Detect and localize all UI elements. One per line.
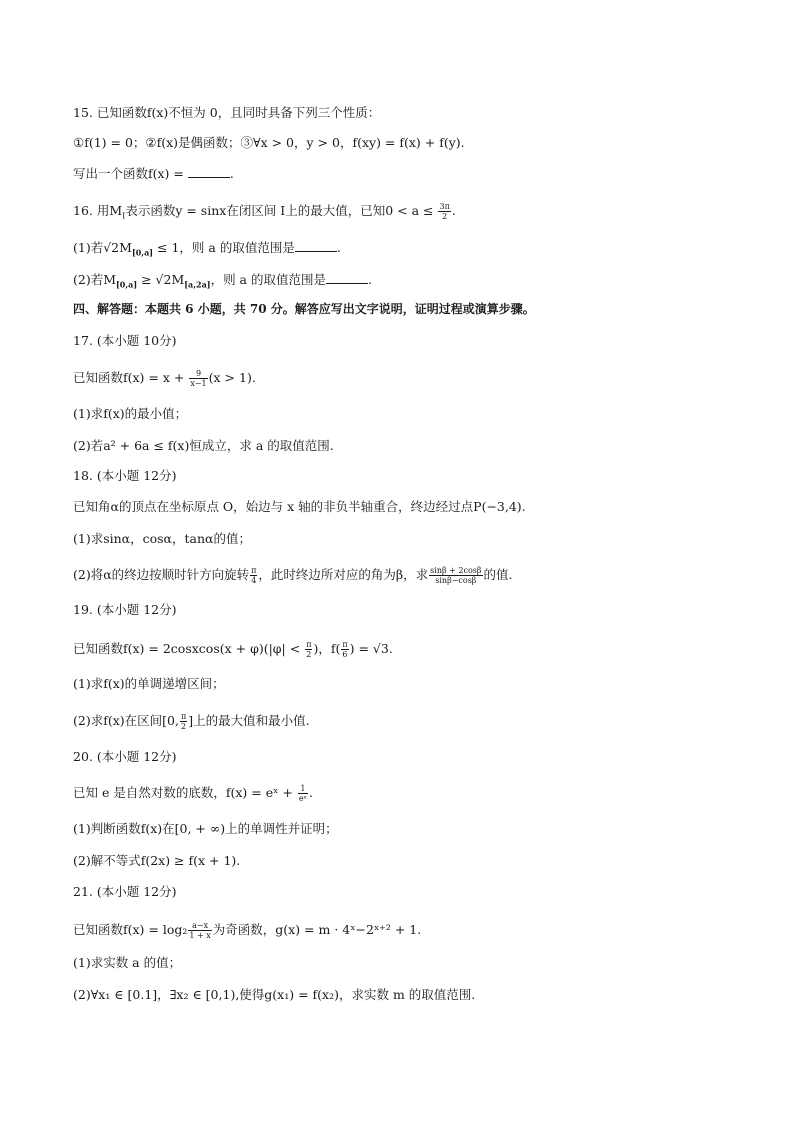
fraction: $\frac{9}{x-1}$	[190, 369, 207, 388]
q19-stem: 已知函数f(x) = 2cosxcos(x + φ)(|φ| < $\frac{\pi}{2}$ )，f( $\frac{\pi}{6}$ ) = √3.	[73, 640, 393, 659]
fraction: $\frac{3\pi}{2}$	[439, 202, 450, 221]
q20-part1: (1)判断函数f(x)在[0, + ∞)上的单调性并证明；	[73, 821, 338, 836]
fraction: $\frac{\pi}{2}$	[180, 712, 187, 731]
q21-part1: (1)求实数 a 的值；	[73, 955, 182, 970]
q21-heading: 21. (本小题 12分)	[73, 884, 177, 899]
q19-heading: 19. (本小题 12分)	[73, 602, 177, 617]
q17-heading: 17. (本小题 10分)	[73, 333, 177, 348]
fraction: $\frac{a-x}{1 + x}$	[189, 921, 211, 940]
q18-part1: (1)求sinα，cosα，tanα的值；	[73, 531, 251, 546]
q21-part2: (2)∀x₁ ∈ [0.1]，∃x₂ ∈ [0,1),使得g(x₁) = f(x₂)，求实数 m 的取值范围.	[73, 987, 476, 1002]
q15-answer-line: 写出一个函数f(x) = .	[73, 166, 234, 181]
q16-part2: (2)若$M_{[0,a]} \ge √2M_{[a,2a]}$，则 a 的取值范围是 .	[73, 272, 372, 290]
fraction: $\frac{\pi}{4}$	[251, 566, 257, 585]
answer-blank	[295, 241, 337, 252]
q20-heading: 20. (本小题 12分)	[73, 749, 177, 764]
q20-part2: (2)解不等式f(2x) ≥ f(x + 1).	[73, 853, 241, 868]
fraction: $\frac{\pi}{6}$	[342, 640, 348, 659]
fraction: $\frac{\sin\beta + 2\cos\beta}{\sin\beta-\cos\beta}$	[430, 566, 482, 585]
q17-part2: (2)若a² + 6a ≤ f(x)恒成立，求 a 的取值范围.	[73, 438, 334, 453]
q20-stem: 已知 e 是自然对数的底数，f(x) = eˣ + $\frac{1}{\text{eˣ}}$ .	[73, 784, 313, 803]
q19-part1: (1)求f(x)的单调递增区间；	[73, 676, 225, 691]
q18-heading: 18. (本小题 12分)	[73, 468, 177, 483]
section-heading: 四、解答题：本题共 6 小题，共 70 分。解答应写出文字说明，证明过程或演算步骤。	[73, 302, 535, 316]
q19-part2: (2)求f(x)在区间[0, $\frac{\pi}{2}$ ]上的最大值和最小值.	[73, 712, 310, 731]
q15-properties: ①f(1) = 0；②f(x)是偶函数；③∀x > 0，y > 0，f(xy) = f(x) + f(y).	[73, 135, 465, 150]
q18-part2: (2)将α的终边按顺时针方向旋转 $\frac{\pi}{4}$ ，此时终边所对应的角为β，求 $\frac{\sin\beta + 2\cos\beta}{\sin\beta-\cos\beta}$ 的值.	[73, 566, 513, 585]
answer-blank	[188, 167, 230, 178]
answer-blank	[326, 273, 368, 284]
q16-part1: (1)若$√2M_{[0,a]} \le 1$，则 a 的取值范围是 .	[73, 240, 341, 258]
q17-stem: 已知函数f(x) = x + $\frac{9}{x-1}$ (x > 1).	[73, 369, 256, 388]
q15-stem: 15. 已知函数f(x)不恒为 0，且同时具备下列三个性质：	[73, 105, 381, 120]
q21-stem: 已知函数f(x) = log₂ $\frac{a-x}{1 + x}$ 为奇函数，g(x) = m · 4ˣ−2ˣ⁺² + 1.	[73, 921, 422, 940]
q18-stem: 已知角α的顶点在坐标原点 O，始边与 x 轴的非负半轴重合，终边经过点P(−3,4).	[73, 499, 526, 514]
q16-stem: 16. 用$M_I$表示函数y = sinx在闭区间 I上的最大值，已知0 < a ≤ $\frac{3\pi}{2}$ .	[73, 202, 456, 221]
fraction: $\frac{1}{\text{eˣ}}$	[298, 784, 307, 803]
q17-part1: (1)求f(x)的最小值；	[73, 406, 188, 421]
fraction: $\frac{\pi}{2}$	[306, 640, 312, 659]
